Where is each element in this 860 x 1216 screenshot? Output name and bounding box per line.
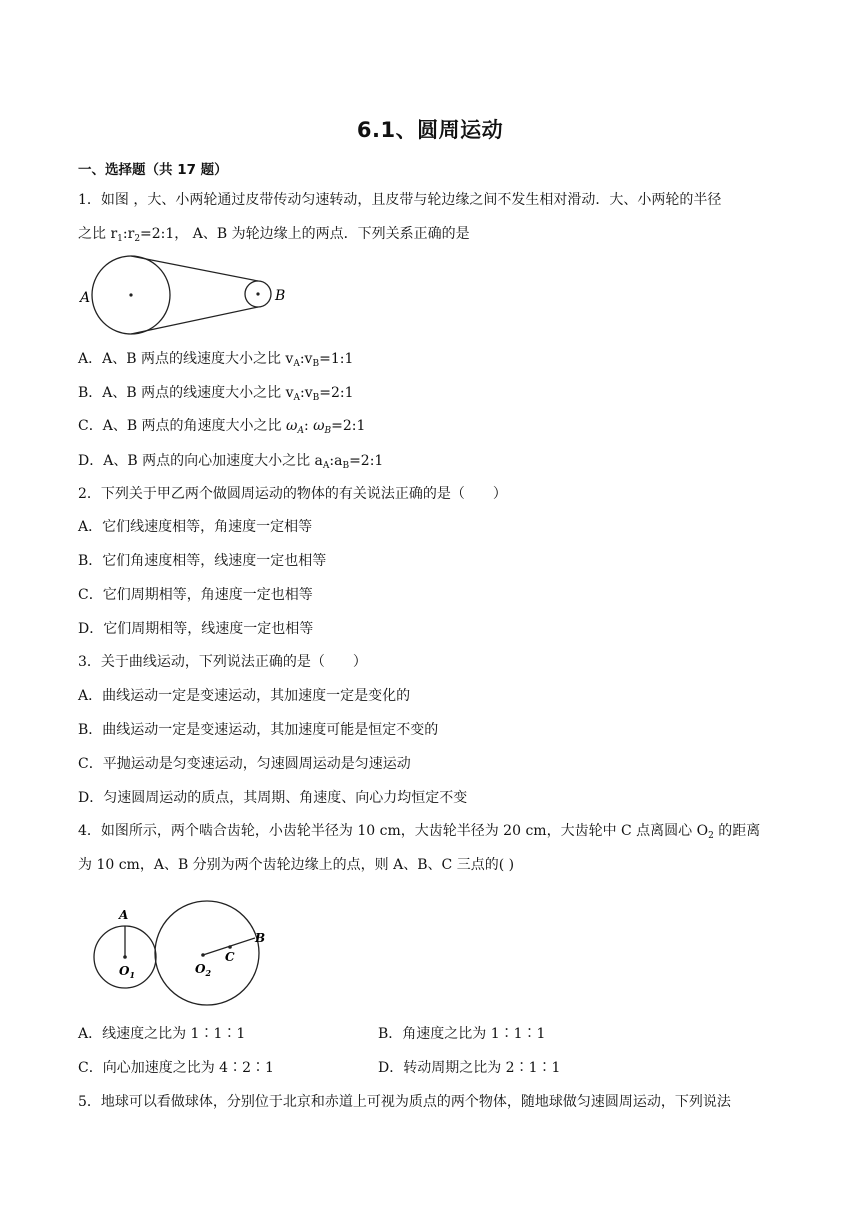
section-heading: 一、选择题（共 17 题） xyxy=(78,162,228,178)
q3-option-d[interactable]: D．匀速圆周运动的质点，其周期、角速度、向心力均恒定不变 xyxy=(78,790,468,806)
label-b: B xyxy=(255,931,266,945)
q3-option-b[interactable]: B．曲线运动一定是变速运动，其加速度可能是恒定不变的 xyxy=(78,722,439,738)
q3-option-c[interactable]: C．平抛运动是匀变速运动，匀速圆周运动是匀速运动 xyxy=(78,756,411,772)
label-c: C xyxy=(225,950,235,964)
q4-option-c[interactable]: C．向心加速度之比为 4∶2∶1 xyxy=(78,1060,274,1076)
q2-option-c[interactable]: C．它们周期相等，角速度一定也相等 xyxy=(78,587,313,603)
q1-stem-line2: 之比 $r_1:r_2=2:1$， A、B 为轮边缘上的两点．下列关系正确的是 xyxy=(78,226,470,244)
q3-stem: 3．关于曲线运动，下列说法正确的是（ ） xyxy=(78,654,367,670)
q4-option-b[interactable]: B．角速度之比为 1∶1∶1 xyxy=(378,1026,546,1042)
large-gear xyxy=(155,901,259,1005)
page-title: 6.1、圆周运动 xyxy=(356,118,504,142)
belt-pulley-figure xyxy=(78,252,290,338)
q5-stem-line1: 5．地球可以看做球体，分别位于北京和赤道上可视为质点的两个物体，随地球做匀速圆周运动，下列说法 xyxy=(78,1094,731,1110)
q4-stem-line2: 为 10 cm，A、B 分别为两个齿轮边缘上的点，则 A、B、C 三点的( ) xyxy=(78,857,515,873)
q2-option-b[interactable]: B．它们角速度相等，线速度一定也相等 xyxy=(78,553,327,569)
q1-option-b[interactable]: B．A、B 两点的线速度大小之比 $v_A:v_B=2:1$ xyxy=(78,385,354,403)
label-a: A xyxy=(80,290,91,306)
q3-option-a[interactable]: A．曲线运动一定是变速运动，其加速度一定是变化的 xyxy=(78,688,411,704)
q1-option-a[interactable]: A．A、B 两点的线速度大小之比 $v_A:v_B=1:1$ xyxy=(78,351,354,369)
q4-stem-line1: 4．如图所示，两个啮合齿轮，小齿轮半径为 10 cm，大齿轮半径为 20 cm，大齿轮中 C 点离圆心 $O_2$ 的距离 xyxy=(78,823,761,841)
q2-option-a[interactable]: A．它们线速度相等，角速度一定相等 xyxy=(78,519,313,535)
q1-stem-line1: 1．如图 ，大、小两轮通过皮带传动匀速转动，且皮带与轮边缘之间不发生相对滑动．大、小两轮的半径 xyxy=(78,192,722,208)
q2-stem: 2．下列关于甲乙两个做圆周运动的物体的有关说法正确的是（ ） xyxy=(78,486,507,502)
q1-option-d[interactable]: D．A、B 两点的向心加速度大小之比 $a_A:a_B=2:1$ xyxy=(78,453,384,471)
q4-option-d[interactable]: D．转动周期之比为 2∶1∶1 xyxy=(378,1060,561,1076)
meshing-gears-figure xyxy=(88,896,274,1010)
svg-text:O1: $O_1$ xyxy=(119,964,136,980)
q2-option-d[interactable]: D．它们周期相等，线速度一定也相等 xyxy=(78,621,314,637)
svg-text:O2: $O_2$ xyxy=(195,962,212,978)
q1-option-c[interactable]: C．A、B 两点的角速度大小之比 $\omega_A$: $\omega_B=2:1$ xyxy=(78,418,366,436)
label-b: B xyxy=(275,288,286,304)
q4-option-a[interactable]: A．线速度之比为 1∶1∶1 xyxy=(78,1026,246,1042)
label-a: A xyxy=(119,908,129,922)
